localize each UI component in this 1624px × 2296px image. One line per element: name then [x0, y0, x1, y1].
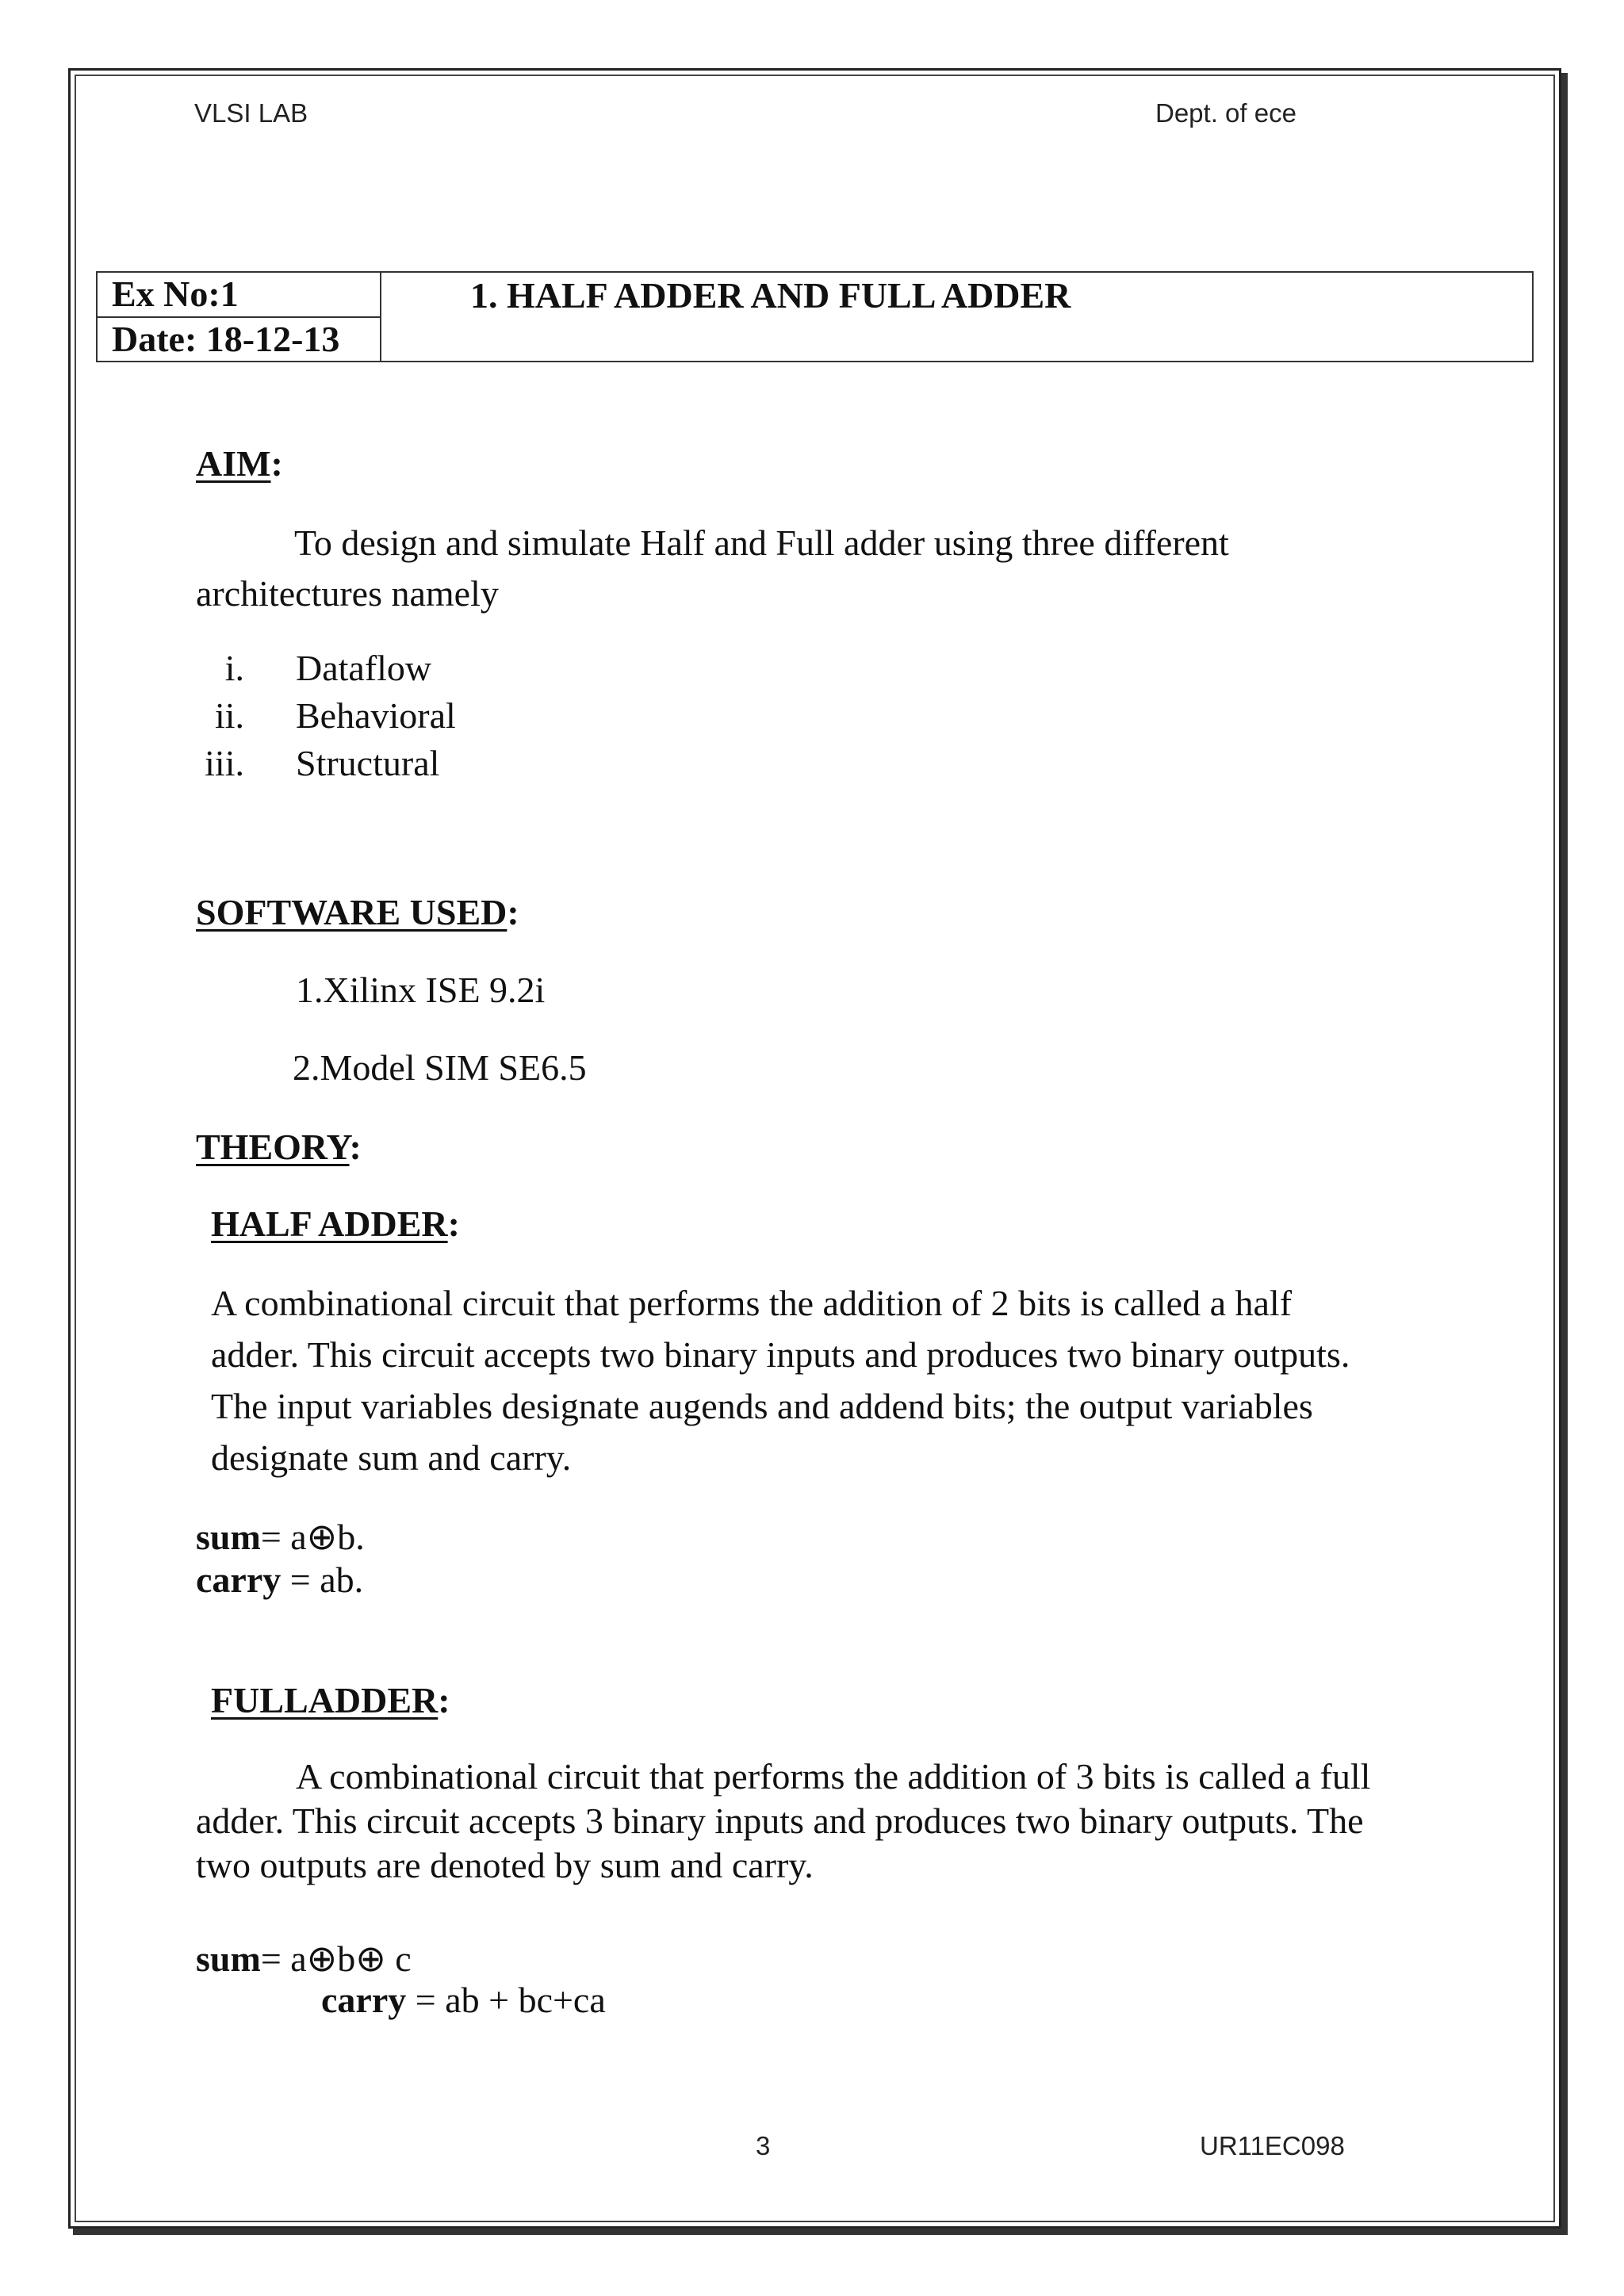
list-item-number: iii.: [205, 743, 244, 783]
header-department: Dept. of ece: [1155, 98, 1297, 128]
full-adder-text-line3: two outputs are denoted by sum and carry.: [196, 1845, 814, 1885]
aim-heading: AIM:: [196, 443, 283, 484]
footer-roll-number: UR11EC098: [1200, 2131, 1345, 2160]
full-adder-sum-equation: sum= a⊕b⊕ c: [196, 1938, 412, 1979]
full-adder-carry-equation: carry = ab + bc+ca: [321, 1980, 606, 2020]
full-adder-heading: FULLADDER:: [211, 1680, 450, 1720]
software-item: 1.Xilinx ISE 9.2i: [296, 970, 546, 1010]
full-adder-text-line2: adder. This circuit accepts 3 binary inputs and produces two binary outputs. The: [196, 1800, 1364, 1841]
full-adder-text-line1: A combinational circuit that performs the addition of 3 bits is called a full: [296, 1756, 1371, 1797]
half-adder-sum-equation: sum= a⊕b.: [196, 1517, 365, 1557]
header-lab-name: VLSI LAB: [194, 98, 308, 128]
half-adder-text: A combinational circuit that performs the addition of 2 bits is called a half adder. This circuit accepts two binary inputs and produces two binary outputs. The input variables designate augends and addend bits; the output variables designate sum and carry.: [211, 1283, 1350, 1478]
list-item: Dataflow: [296, 648, 432, 688]
page-number: 3: [756, 2131, 771, 2160]
list-item-number: ii.: [214, 695, 244, 736]
experiment-title: 1. HALF ADDER AND FULL ADDER: [381, 272, 1533, 362]
theory-heading: THEORY:: [196, 1127, 362, 1167]
experiment-info-table: [96, 271, 1534, 362]
aim-text-line2: architectures namely: [196, 573, 499, 614]
half-adder-heading: HALF ADDER:: [211, 1203, 460, 1244]
software-item: 2.Model SIM SE6.5: [293, 1047, 587, 1088]
page-border-shadow: [73, 2229, 1568, 2235]
software-heading: SOFTWARE USED:: [196, 892, 519, 932]
experiment-number: Ex No:1: [97, 272, 381, 317]
aim-text: To design and simulate Half and Full adder using three different: [294, 522, 1229, 563]
list-item: Behavioral: [296, 695, 456, 736]
experiment-date: Date: 18-12-13: [97, 317, 381, 362]
page-border-shadow: [1561, 73, 1568, 2235]
half-adder-carry-equation: carry = ab.: [196, 1559, 364, 1600]
list-item: Structural: [296, 743, 440, 783]
list-item-number: i.: [224, 648, 244, 688]
